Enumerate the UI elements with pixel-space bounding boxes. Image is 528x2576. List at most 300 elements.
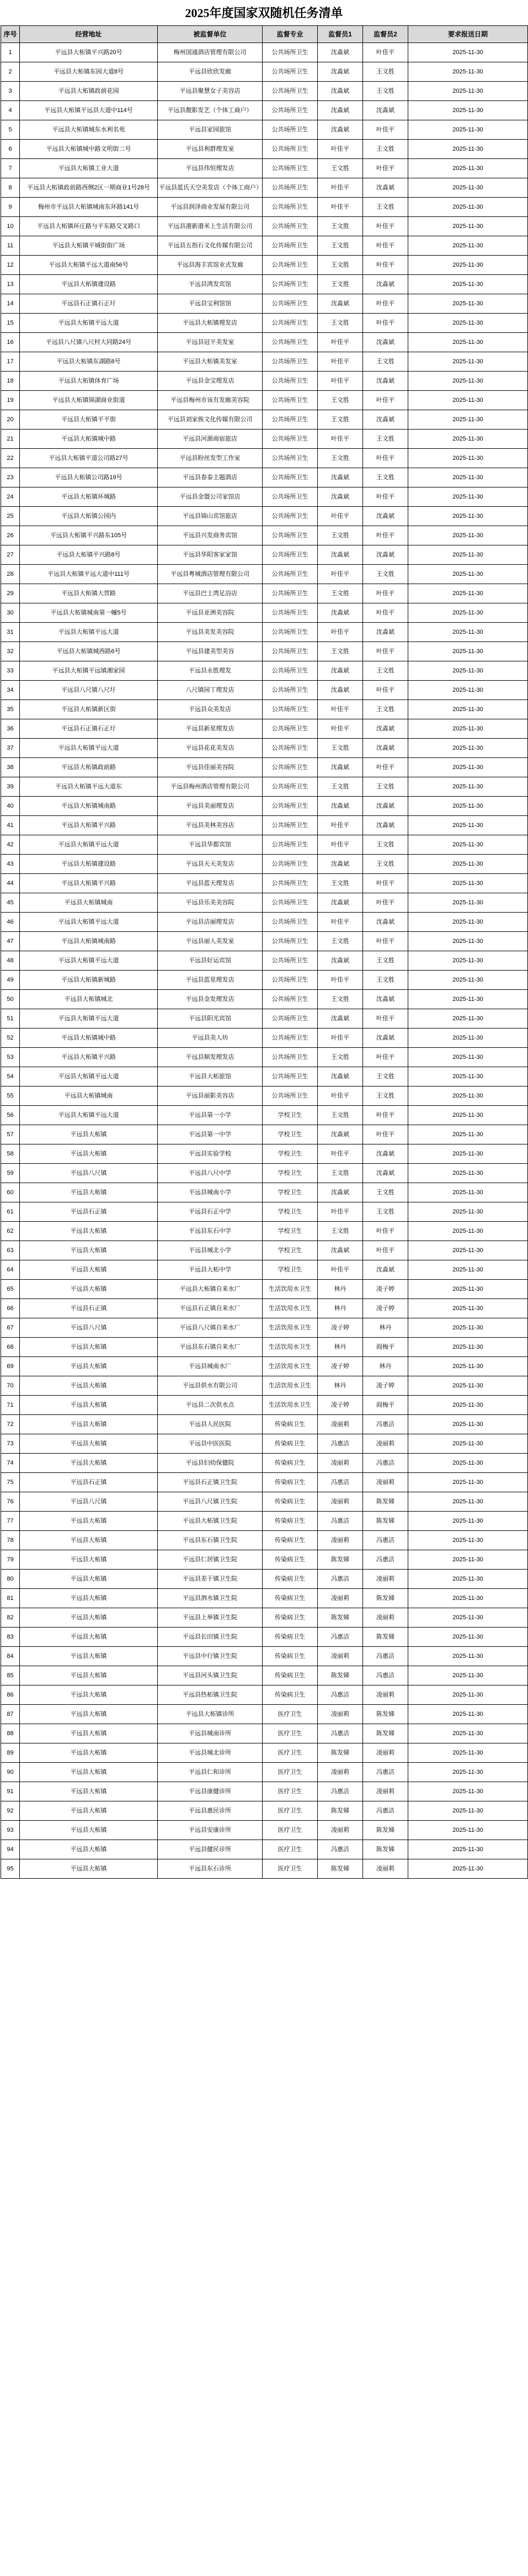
cell-inspector1: 沈淼斌 <box>318 893 363 913</box>
cell-inspector2: 王文胜 <box>363 140 408 159</box>
cell-index: 42 <box>1 835 20 855</box>
cell-deadline: 2025-11-30 <box>408 951 528 971</box>
cell-unit: 平远县八尺镇自来水厂 <box>158 1318 263 1338</box>
cell-inspector2: 叶佳平 <box>363 256 408 275</box>
table-row <box>1 1183 528 1202</box>
cell-specialty: 传染病卫生 <box>263 1647 318 1666</box>
table-row <box>1 681 528 700</box>
cell-address: 平远县大柘镇城西路6号 <box>20 642 158 661</box>
cell-address: 平远县大柘镇平平街 <box>20 410 158 430</box>
table-row <box>1 314 528 333</box>
cell-index: 64 <box>1 1260 20 1280</box>
cell-unit: 平远县上举镇卫生院 <box>158 1608 263 1628</box>
cell-inspector1: 叶佳平 <box>318 623 363 642</box>
cell-deadline: 2025-11-30 <box>408 1202 528 1222</box>
cell-address: 平远县大柘镇平远大道 <box>20 739 158 758</box>
header-inspector1: 监督员1 <box>318 26 363 43</box>
cell-address: 平远县大柘镇平远大道 <box>20 623 158 642</box>
cell-unit: 平远县刘家族文化传媒有限公司 <box>158 410 263 430</box>
cell-index: 57 <box>1 1125 20 1144</box>
cell-specialty: 公共场所卫生 <box>263 507 318 526</box>
cell-index: 86 <box>1 1685 20 1705</box>
cell-deadline: 2025-11-30 <box>408 1318 528 1338</box>
cell-address: 平远县大柘镇 <box>20 1241 158 1260</box>
cell-unit: 平远县伟恒理发店 <box>158 159 263 178</box>
cell-index: 48 <box>1 951 20 971</box>
cell-unit: 平远县阳光宾馆 <box>158 1009 263 1029</box>
cell-unit: 平远县东石镇自来水厂 <box>158 1338 263 1357</box>
table-row <box>1 1782 528 1801</box>
cell-index: 27 <box>1 545 20 565</box>
cell-address: 平远县八尺镇八尺圩 <box>20 681 158 700</box>
table-row <box>1 1801 528 1821</box>
cell-index: 11 <box>1 236 20 256</box>
cell-index: 79 <box>1 1550 20 1570</box>
cell-inspector2: 叶佳平 <box>363 603 408 623</box>
cell-inspector2: 陈发娣 <box>363 1724 408 1743</box>
cell-index: 32 <box>1 642 20 661</box>
table-row <box>1 855 528 874</box>
cell-inspector1: 叶佳平 <box>318 1144 363 1164</box>
table-row <box>1 1840 528 1859</box>
cell-deadline: 2025-11-30 <box>408 1705 528 1724</box>
cell-inspector2: 沈淼斌 <box>363 101 408 120</box>
cell-index: 37 <box>1 739 20 758</box>
cell-inspector1: 陈发娣 <box>318 1801 363 1821</box>
cell-address: 平远县大柘镇城北 <box>20 990 158 1009</box>
cell-inspector2: 叶佳平 <box>363 1106 408 1125</box>
table-row <box>1 1434 528 1454</box>
cell-inspector1: 林丹 <box>318 1299 363 1318</box>
cell-inspector2: 冯惠洁 <box>363 1531 408 1550</box>
cell-specialty: 学校卫生 <box>263 1106 318 1125</box>
cell-specialty: 公共场所卫生 <box>263 236 318 256</box>
cell-specialty: 传染病卫生 <box>263 1608 318 1628</box>
cell-inspector2: 王文胜 <box>363 1086 408 1106</box>
cell-index: 29 <box>1 584 20 603</box>
cell-index: 35 <box>1 700 20 719</box>
cell-inspector1: 冯惠洁 <box>318 1570 363 1589</box>
cell-deadline: 2025-11-30 <box>408 1029 528 1048</box>
table-row <box>1 1608 528 1628</box>
cell-address: 平远县石正镇石正圩 <box>20 719 158 739</box>
cell-address: 平远县大柘镇大营路 <box>20 584 158 603</box>
cell-inspector2: 沈淼斌 <box>363 1144 408 1164</box>
cell-unit: 平远县欣欣发廊 <box>158 62 263 82</box>
cell-unit: 平远县东石诊所 <box>158 1859 263 1879</box>
table-row <box>1 82 528 101</box>
cell-deadline: 2025-11-30 <box>408 1357 528 1376</box>
cell-inspector2: 沈淼斌 <box>363 739 408 758</box>
cell-unit: 平远县华都宾馆 <box>158 835 263 855</box>
cell-specialty: 公共场所卫生 <box>263 951 318 971</box>
cell-deadline: 2025-11-30 <box>408 1589 528 1608</box>
cell-address: 平远县大柘镇 <box>20 1396 158 1415</box>
cell-address: 平远县大柘镇 <box>20 1840 158 1859</box>
cell-inspector1: 冯惠洁 <box>318 1628 363 1647</box>
table-row <box>1 1260 528 1280</box>
cell-deadline: 2025-11-30 <box>408 1647 528 1666</box>
cell-index: 2 <box>1 62 20 82</box>
cell-index: 46 <box>1 913 20 932</box>
cell-address: 平远县大柘镇 <box>20 1801 158 1821</box>
table-row <box>1 739 528 758</box>
cell-specialty: 传染病卫生 <box>263 1550 318 1570</box>
cell-specialty: 医疗卫生 <box>263 1782 318 1801</box>
cell-specialty: 生活饮用水卫生 <box>263 1318 318 1338</box>
table-row <box>1 256 528 275</box>
cell-address: 平远县大柘镇城南路 <box>20 797 158 816</box>
cell-address: 平远县石正镇 <box>20 1299 158 1318</box>
cell-address: 平远县大柘镇 <box>20 1376 158 1396</box>
cell-specialty: 传染病卫生 <box>263 1628 318 1647</box>
cell-unit: 平远县金宝理发店 <box>158 372 263 391</box>
cell-inspector1: 叶佳平 <box>318 1029 363 1048</box>
cell-address: 平远县大柘镇平城街街广场 <box>20 236 158 256</box>
table-row <box>1 1241 528 1260</box>
cell-index: 81 <box>1 1589 20 1608</box>
cell-address: 平远县大柘镇 <box>20 1183 158 1202</box>
cell-index: 36 <box>1 719 20 739</box>
cell-address: 平远县大柘镇平兴路 <box>20 1048 158 1067</box>
cell-deadline: 2025-11-30 <box>408 1492 528 1512</box>
cell-inspector1: 叶佳平 <box>318 140 363 159</box>
table-row <box>1 545 528 565</box>
cell-specialty: 公共场所卫生 <box>263 430 318 449</box>
cell-address: 平远县八尺镇 <box>20 1492 158 1512</box>
cell-specialty: 公共场所卫生 <box>263 623 318 642</box>
cell-inspector2: 陈发娣 <box>363 1705 408 1724</box>
cell-index: 95 <box>1 1859 20 1879</box>
cell-unit: 平远县惠民诊所 <box>158 1801 263 1821</box>
cell-index: 7 <box>1 159 20 178</box>
cell-address: 平远县大柘镇平远大道 <box>20 314 158 333</box>
table-row <box>1 198 528 217</box>
cell-address: 平远县大柘镇 <box>20 1357 158 1376</box>
cell-deadline: 2025-11-30 <box>408 932 528 951</box>
cell-specialty: 学校卫生 <box>263 1222 318 1241</box>
cell-unit: 平远县城南诊所 <box>158 1724 263 1743</box>
cell-deadline: 2025-11-30 <box>408 43 528 62</box>
cell-unit: 平远县五指石文化传媒有限公司 <box>158 236 263 256</box>
cell-deadline: 2025-11-30 <box>408 797 528 816</box>
cell-unit: 八尺镇园丁理发店 <box>158 681 263 700</box>
cell-address: 平远县大柘镇 <box>20 1821 158 1840</box>
cell-specialty: 公共场所卫生 <box>263 256 318 275</box>
cell-deadline: 2025-11-30 <box>408 140 528 159</box>
cell-inspector1: 陈发娣 <box>318 1550 363 1570</box>
cell-address: 平远县大柘镇城中路 <box>20 430 158 449</box>
cell-specialty: 医疗卫生 <box>263 1859 318 1879</box>
table-row <box>1 1473 528 1492</box>
cell-address: 平远县大柘镇平道公司路27号 <box>20 449 158 468</box>
table-row <box>1 333 528 352</box>
cell-index: 56 <box>1 1106 20 1125</box>
cell-index: 45 <box>1 893 20 913</box>
table-row <box>1 1454 528 1473</box>
cell-deadline: 2025-11-30 <box>408 1570 528 1589</box>
cell-unit: 平远县城北小学 <box>158 1241 263 1260</box>
cell-deadline: 2025-11-30 <box>408 1125 528 1144</box>
cell-inspector2: 阎梅平 <box>363 1338 408 1357</box>
cell-inspector2: 叶佳平 <box>363 43 408 62</box>
cell-inspector2: 陈发娣 <box>363 1589 408 1608</box>
cell-inspector1: 叶佳平 <box>318 352 363 372</box>
cell-address: 平远县大柘镇 <box>20 1144 158 1164</box>
cell-inspector1: 凌丽莉 <box>318 1589 363 1608</box>
table-row <box>1 893 528 913</box>
cell-specialty: 公共场所卫生 <box>263 893 318 913</box>
cell-specialty: 生活饮用水卫生 <box>263 1338 318 1357</box>
cell-inspector1: 沈淼斌 <box>318 681 363 700</box>
cell-specialty: 公共场所卫生 <box>263 468 318 487</box>
cell-deadline: 2025-11-30 <box>408 1473 528 1492</box>
header-specialty: 监督专业 <box>263 26 318 43</box>
cell-deadline: 2025-11-30 <box>408 1724 528 1743</box>
cell-inspector2: 王文胜 <box>363 951 408 971</box>
cell-specialty: 公共场所卫生 <box>263 449 318 468</box>
cell-specialty: 生活饮用水卫生 <box>263 1299 318 1318</box>
table-row <box>1 1318 528 1338</box>
cell-deadline: 2025-11-30 <box>408 1608 528 1628</box>
cell-address: 平远县大柘镇体育广场 <box>20 372 158 391</box>
cell-inspector2: 王文胜 <box>363 835 408 855</box>
cell-index: 43 <box>1 855 20 874</box>
cell-inspector1: 王文胜 <box>318 584 363 603</box>
cell-inspector1: 冯惠洁 <box>318 1434 363 1454</box>
table-row <box>1 43 528 62</box>
cell-unit: 平远县丽人美发室 <box>158 932 263 951</box>
cell-inspector2: 冯惠洁 <box>363 1763 408 1782</box>
cell-inspector1: 王文胜 <box>318 874 363 893</box>
cell-address: 平远县大柘镇建设路 <box>20 275 158 294</box>
cell-unit: 平远县河头镇卫生院 <box>158 1666 263 1685</box>
cell-deadline: 2025-11-30 <box>408 642 528 661</box>
cell-inspector1: 王文胜 <box>318 410 363 430</box>
cell-deadline: 2025-11-30 <box>408 82 528 101</box>
cell-unit: 平远县供水有限公司 <box>158 1376 263 1396</box>
table-row <box>1 1512 528 1531</box>
cell-inspector2: 王文胜 <box>363 352 408 372</box>
cell-index: 16 <box>1 333 20 352</box>
cell-inspector2: 王文胜 <box>363 661 408 681</box>
cell-inspector2: 沈淼斌 <box>363 1029 408 1048</box>
cell-inspector1: 凌丽莉 <box>318 1705 363 1724</box>
cell-inspector1: 沈淼斌 <box>318 951 363 971</box>
table-row <box>1 758 528 777</box>
table-row <box>1 1164 528 1183</box>
cell-inspector1: 冯惠洁 <box>318 1512 363 1531</box>
table-row <box>1 217 528 236</box>
cell-specialty: 生活饮用水卫生 <box>263 1396 318 1415</box>
cell-deadline: 2025-11-30 <box>408 1454 528 1473</box>
cell-index: 92 <box>1 1801 20 1821</box>
cell-specialty: 公共场所卫生 <box>263 43 318 62</box>
cell-index: 54 <box>1 1067 20 1086</box>
cell-deadline: 2025-11-30 <box>408 1415 528 1434</box>
cell-unit: 平远县泗水镇卫生院 <box>158 1589 263 1608</box>
cell-index: 26 <box>1 526 20 545</box>
cell-deadline: 2025-11-30 <box>408 1280 528 1299</box>
cell-deadline: 2025-11-30 <box>408 1164 528 1183</box>
cell-inspector2: 叶佳平 <box>363 893 408 913</box>
cell-inspector1: 叶佳平 <box>318 913 363 932</box>
cell-specialty: 公共场所卫生 <box>263 700 318 719</box>
cell-index: 5 <box>1 120 20 140</box>
cell-deadline: 2025-11-30 <box>408 700 528 719</box>
cell-unit: 平远县春泰主题酒店 <box>158 468 263 487</box>
cell-inspector2: 冯惠洁 <box>363 1647 408 1666</box>
cell-inspector2: 叶佳平 <box>363 874 408 893</box>
cell-unit: 平远县美发美容院 <box>158 623 263 642</box>
cell-index: 75 <box>1 1473 20 1492</box>
cell-specialty: 传染病卫生 <box>263 1492 318 1512</box>
cell-unit: 平远县锦山宾馆旅店 <box>158 507 263 526</box>
cell-deadline: 2025-11-30 <box>408 1144 528 1164</box>
cell-inspector2: 沈淼斌 <box>363 913 408 932</box>
cell-unit: 平远县河源商宿旅店 <box>158 430 263 449</box>
table-row <box>1 1415 528 1434</box>
cell-address: 平远县大柘镇平远镇湘家园 <box>20 661 158 681</box>
cell-deadline: 2025-11-30 <box>408 584 528 603</box>
cell-specialty: 公共场所卫生 <box>263 874 318 893</box>
cell-index: 33 <box>1 661 20 681</box>
table-row <box>1 990 528 1009</box>
cell-unit: 平远县粤城酒店管理有限公司 <box>158 565 263 584</box>
cell-inspector2: 王文胜 <box>363 565 408 584</box>
cell-index: 89 <box>1 1743 20 1763</box>
cell-address: 平远县大柘镇东园大道8号 <box>20 62 158 82</box>
table-row <box>1 1067 528 1086</box>
cell-index: 41 <box>1 816 20 835</box>
cell-index: 14 <box>1 294 20 314</box>
header-inspector2: 监督员2 <box>363 26 408 43</box>
cell-deadline: 2025-11-30 <box>408 1821 528 1840</box>
cell-index: 1 <box>1 43 20 62</box>
cell-address: 平远县大柘镇平远县大道中114号 <box>20 101 158 120</box>
cell-address: 平远县大柘镇平远大道中111号 <box>20 565 158 584</box>
cell-deadline: 2025-11-30 <box>408 1801 528 1821</box>
cell-address: 平远县大柘镇平远大道 <box>20 1106 158 1125</box>
cell-inspector2: 叶佳平 <box>363 642 408 661</box>
cell-address: 平远县大柘镇工业大道 <box>20 159 158 178</box>
cell-address: 平远县大柘镇平远大道 <box>20 1009 158 1029</box>
cell-inspector1: 冯惠洁 <box>318 1724 363 1743</box>
cell-inspector1: 王文胜 <box>318 236 363 256</box>
cell-address: 平远县大柘镇 <box>20 1260 158 1280</box>
cell-address: 平远县大柘镇平远大道 <box>20 913 158 932</box>
cell-specialty: 公共场所卫生 <box>263 1086 318 1106</box>
cell-index: 19 <box>1 391 20 410</box>
cell-inspector1: 叶佳平 <box>318 1202 363 1222</box>
cell-address: 平远县大柘镇 <box>20 1531 158 1550</box>
cell-inspector1: 凌丽莉 <box>318 1821 363 1840</box>
cell-index: 53 <box>1 1048 20 1067</box>
cell-deadline: 2025-11-30 <box>408 1241 528 1260</box>
cell-specialty: 传染病卫生 <box>263 1473 318 1492</box>
cell-index: 87 <box>1 1705 20 1724</box>
cell-index: 38 <box>1 758 20 777</box>
cell-index: 50 <box>1 990 20 1009</box>
cell-address: 平远县大柘镇 <box>20 1589 158 1608</box>
cell-unit: 平远县差干镇卫生院 <box>158 1570 263 1589</box>
cell-specialty: 公共场所卫生 <box>263 82 318 101</box>
cell-inspector2: 沈淼斌 <box>363 545 408 565</box>
cell-address: 平远县大柘镇平兴路 <box>20 874 158 893</box>
table-row <box>1 372 528 391</box>
cell-inspector1: 凌子婷 <box>318 1357 363 1376</box>
cell-deadline: 2025-11-30 <box>408 971 528 990</box>
cell-inspector2: 凌子婷 <box>363 1280 408 1299</box>
cell-inspector2: 凌丽莉 <box>363 1608 408 1628</box>
table-row <box>1 449 528 468</box>
cell-index: 59 <box>1 1164 20 1183</box>
cell-unit: 平远县妇幼保健院 <box>158 1454 263 1473</box>
cell-index: 90 <box>1 1763 20 1782</box>
cell-unit: 平远县八尺中学 <box>158 1164 263 1183</box>
cell-index: 30 <box>1 603 20 623</box>
table-row <box>1 1048 528 1067</box>
cell-index: 58 <box>1 1144 20 1164</box>
table-row <box>1 1009 528 1029</box>
table-row <box>1 1550 528 1570</box>
cell-address: 平远县大柘镇 <box>20 1434 158 1454</box>
cell-specialty: 公共场所卫生 <box>263 487 318 507</box>
cell-inspector2: 王文胜 <box>363 198 408 217</box>
cell-inspector1: 沈淼斌 <box>318 487 363 507</box>
table-row <box>1 1125 528 1144</box>
table-row <box>1 816 528 835</box>
cell-unit: 平远县大柘镇理发店 <box>158 314 263 333</box>
cell-deadline: 2025-11-30 <box>408 178 528 198</box>
cell-index: 15 <box>1 314 20 333</box>
cell-address: 平远县大柘镇新区街 <box>20 700 158 719</box>
cell-inspector1: 叶佳平 <box>318 372 363 391</box>
header-address: 经营地址 <box>20 26 158 43</box>
cell-unit: 平远县蓝星理发店 <box>158 971 263 990</box>
cell-address: 平远县大柘镇 <box>20 1222 158 1241</box>
cell-inspector1: 王文胜 <box>318 217 363 236</box>
cell-deadline: 2025-11-30 <box>408 1743 528 1763</box>
cell-specialty: 公共场所卫生 <box>263 777 318 797</box>
cell-deadline: 2025-11-30 <box>408 1512 528 1531</box>
cell-unit: 平远县金盟公司家馆店 <box>158 487 263 507</box>
cell-specialty: 公共场所卫生 <box>263 314 318 333</box>
cell-deadline: 2025-11-30 <box>408 468 528 487</box>
cell-unit: 梅州国通酒店管理有限公司 <box>158 43 263 62</box>
cell-inspector2: 叶佳平 <box>363 236 408 256</box>
cell-specialty: 公共场所卫生 <box>263 178 318 198</box>
cell-inspector1: 王文胜 <box>318 1106 363 1125</box>
cell-unit: 平远县兴发商务宾馆 <box>158 526 263 545</box>
table-row <box>1 1628 528 1647</box>
cell-inspector2: 叶佳平 <box>363 294 408 314</box>
cell-address: 平远县大柘镇政前花园 <box>20 82 158 101</box>
cell-inspector1: 叶佳平 <box>318 1086 363 1106</box>
cell-inspector2: 叶佳平 <box>363 487 408 507</box>
cell-inspector2: 王文胜 <box>363 1202 408 1222</box>
cell-address: 平远县大柘镇政前路西侧2区一期商业1号28号 <box>20 178 158 198</box>
cell-index: 47 <box>1 932 20 951</box>
task-table <box>1 25 528 1879</box>
cell-inspector2: 沈淼斌 <box>363 275 408 294</box>
cell-address: 平远县大柘镇城中路 <box>20 1029 158 1048</box>
cell-inspector1: 王文胜 <box>318 314 363 333</box>
cell-specialty: 公共场所卫生 <box>263 565 318 584</box>
cell-specialty: 学校卫生 <box>263 1125 318 1144</box>
cell-deadline: 2025-11-30 <box>408 391 528 410</box>
cell-specialty: 公共场所卫生 <box>263 1009 318 1029</box>
